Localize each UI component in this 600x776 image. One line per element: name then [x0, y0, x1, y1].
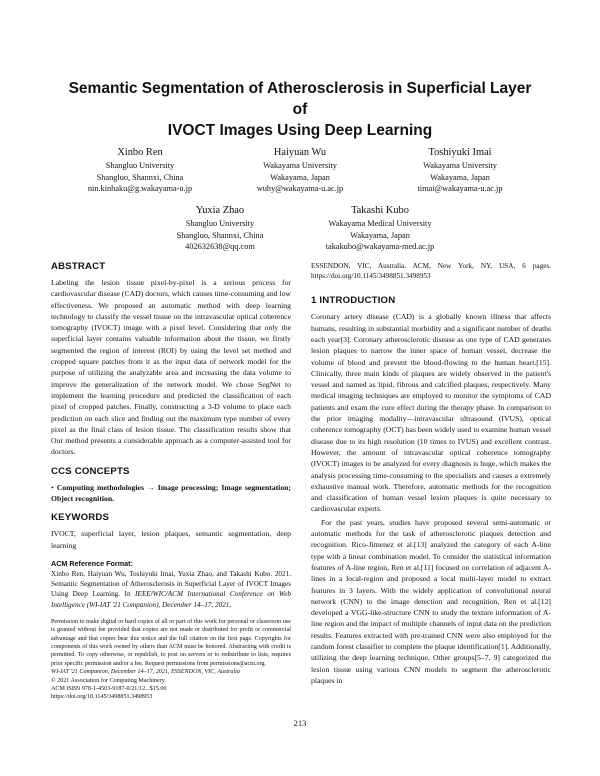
acm-reference-continuation: ESSENDON, VIC, Australia. ACM, New York, NY, USA, 6 pages. https://doi.org/10.1145/3498851.3498953 [311, 262, 551, 281]
abstract-text: Labeling the lesion tissue pixel-by-pixel is a serious process for cardiovascular disease (CAD) doctors, which causes time-consuming and low effectiveness. We proposed an automatic method with deep learning technology to classify the vessel tissue on the intravascular optical coherence tomography (IVOCT) image with a pixel level. Considering that only the superficial layer contains valuable information about the tissue, we firstly segmented the region of interest (ROI) by using the level set method and cropped square patches from it as the input data of network model for the purpose of utilizing the analyzable area and increasing the data volume to improve the generalization of the network model. We chose SegNet to implement the learning procedure and predicted the classification of each pixel of cropped patches. Finally, constructing a 3-D volume to place each prediction on each slice and finding out the maximum type number of every pixel as the final class of lesion tissue. The classification results show that Our method presents a considerable approach as a computer-assisted tool for doctors. [51, 278, 291, 457]
author-email: 402632638@qq.com [185, 242, 255, 252]
title-line-2: of [292, 101, 308, 118]
ccs-heading: CCS CONCEPTS [51, 465, 130, 477]
ccs-arrow: → [147, 482, 155, 492]
acm-reference-plain: Xinbo Ren, Haiyuan Wu, Toshiyuki Imai, Yuxia Zhao, and Takashi Kubo. 2021. Semantic Segmentation of Atherosclerosis in Superficial Layer of IVOCT Images Using Deep Learning. In [51, 569, 291, 599]
author-name: Xinbo Ren [117, 147, 163, 158]
author-email: timai@wakayama-u.ac.jp [417, 184, 503, 194]
author-name: Toshiyuki Imai [428, 147, 492, 158]
introduction-paragraph-1: Coronary artery disease (CAD) is a globally known illness that affects humans, resulting in substantial morbidity and a significant number of deaths each year[3]. Coronary atherosclerotic disease as one type of CAD generates lesion plaques to narrow the inner space of human vessel, decrease the volume of blood and prevent the blood-flowing to the human heart.[15]. Clinically, three main kinds of plaques are widely observed in the patient's vessel and named as lipid, fibrous and calcified plaques, respectively. Many medical imaging techniques are employed to monitor the symptoms of CAD patients and exam the cure effect during the therapy phase. In comparison to the prior imaging modality—intravascular ultrasound (IVUS), optical coherence tomography (OCT) has been widely used to examine human vessel disease due to its high resolution (10 times to IVUS) and excellent contrast. However, the amount of intravascular optical coherence tomography (IVOCT) images to be analyzed for every diagnosis is huge, which makes the analysis processing time-consuming to the specialists and causes a extremely exhaustive manual work. Therefore, automatic methods for the recognition and classification of human vessel lesion plaques is quite necessary to cardiovascular experts. [311, 312, 551, 514]
page-number: 213 [293, 718, 307, 728]
author-location: Wakayama, Japan [270, 172, 330, 182]
author-location: Shangluo, Shannxi, China [96, 172, 184, 182]
author-name: Takashi Kubo [351, 205, 409, 216]
ccs-term-2: Image processing; Image segmentation; Object recognition. [51, 482, 291, 504]
author-affiliation: Wakayama University [423, 161, 497, 170]
title-line-1: Semantic Segmentation of Atherosclerosis in Superficial Layer [68, 80, 532, 97]
author-affiliation: Shangluo University [185, 219, 255, 228]
author-block [220, 146, 380, 195]
acm-reference-venue: IEEE/WIC/ACM International Conference on Web Intelligence (WI-IAT '21 Companion), December 14–17, 2021, [51, 590, 291, 609]
ccs-bullet: • [51, 482, 54, 492]
permission-doi: https://doi.org/10.1145/3498851.3498953 [51, 694, 153, 701]
introduction-heading: 1 INTRODUCTION [311, 295, 396, 307]
author-affiliation: Wakayama Medical University [328, 219, 432, 228]
author-name: Yuxia Zhao [195, 205, 245, 216]
right-column [311, 261, 551, 686]
author-location: Shangluo, Shannxi, China [176, 230, 264, 240]
author-block [140, 204, 300, 253]
permission-venue: WI-IAT '21 Companion, December 14–17, 2021, ESSENDON, VIC, Australia [51, 669, 240, 676]
author-block [380, 146, 540, 195]
author-affiliation: Wakayama University [263, 161, 337, 170]
acm-reference-text [51, 569, 291, 610]
left-column [51, 261, 291, 702]
title-line-3: IVOCT Images Using Deep Learning [167, 122, 433, 139]
acm-reference-heading: ACM Reference Format: [51, 558, 133, 568]
permission-notice: Permission to make digital or hard copies of all or part of this work for personal or classroom use is granted without fee provided that copies are not made or distributed for profit or commercial advantage and that copies bear this notice and the full citation on the first page. Copyrights for components of this work owned by others than ACM must be honored. Abstracting with credit is permitted. To copy otherwise, or republish, to post on servers or to redistribute to lists, requires prior specific permission and/or a fee. Request permissions from permissions@acm.org. [51, 618, 291, 667]
author-affiliation: Shangluo University [105, 161, 175, 170]
author-block [60, 146, 220, 195]
author-name: Haiyuan Wu [273, 147, 327, 158]
permission-copyright: © 2021 Association for Computing Machinery. [51, 677, 166, 684]
author-email: wuhy@wakayama-u.ac.jp [256, 184, 344, 194]
ccs-concepts [51, 482, 291, 505]
paper-title [40, 78, 560, 141]
author-email: takakubo@wakayama-med.ac.jp [325, 242, 435, 252]
keywords-heading: KEYWORDS [51, 512, 110, 524]
author-email: nin.kinhaku@g.wakayama-u.jp [87, 184, 193, 194]
author-location: Wakayama, Japan [430, 172, 490, 182]
ccs-term-1: Computing methodologies [56, 482, 144, 492]
author-location: Wakayama, Japan [350, 230, 410, 240]
keywords-text: IVOCT, superficial layer, lesion plaques, semantic segmentation, deep learning [51, 529, 291, 550]
abstract-heading: ABSTRACT [51, 261, 106, 272]
permission-isbn: ACM ISBN 978-1-4503-9187-0/21/12...$15.00 [51, 686, 167, 692]
author-block [300, 204, 460, 253]
introduction-paragraph-2: For the past years, studies have proposed several semi-automatic or automatic methods for the task of atherosclerotic plaques detection and recognition. Rico-Jimenez et al.[13] analyzed the category of each A-line type with a linear combination model. To consider the statistical information features of A-line region, Ren et al.[11] focused on correlation of adjacent A-lines in a local-region and proposed a local multi-layer model to extract features in 3 layers. With the widely application of convolutional neural network (CNN) to the image detection and recognition, Ren et al.[12] developed a VGG-like-structure CNN to study the texture information of A-line region and the impact of multiple channels of input data on the prediction results. Features extracted with pre-trained CNN were also employed for the random forest classifier to complete the plaque identification[1]. Additionally, utilizing the deep learning technique, Other groups[5–7, 9] categorized the lesion tissue using various CNN models to segment the atherosclerotic plaques in [311, 517, 551, 685]
